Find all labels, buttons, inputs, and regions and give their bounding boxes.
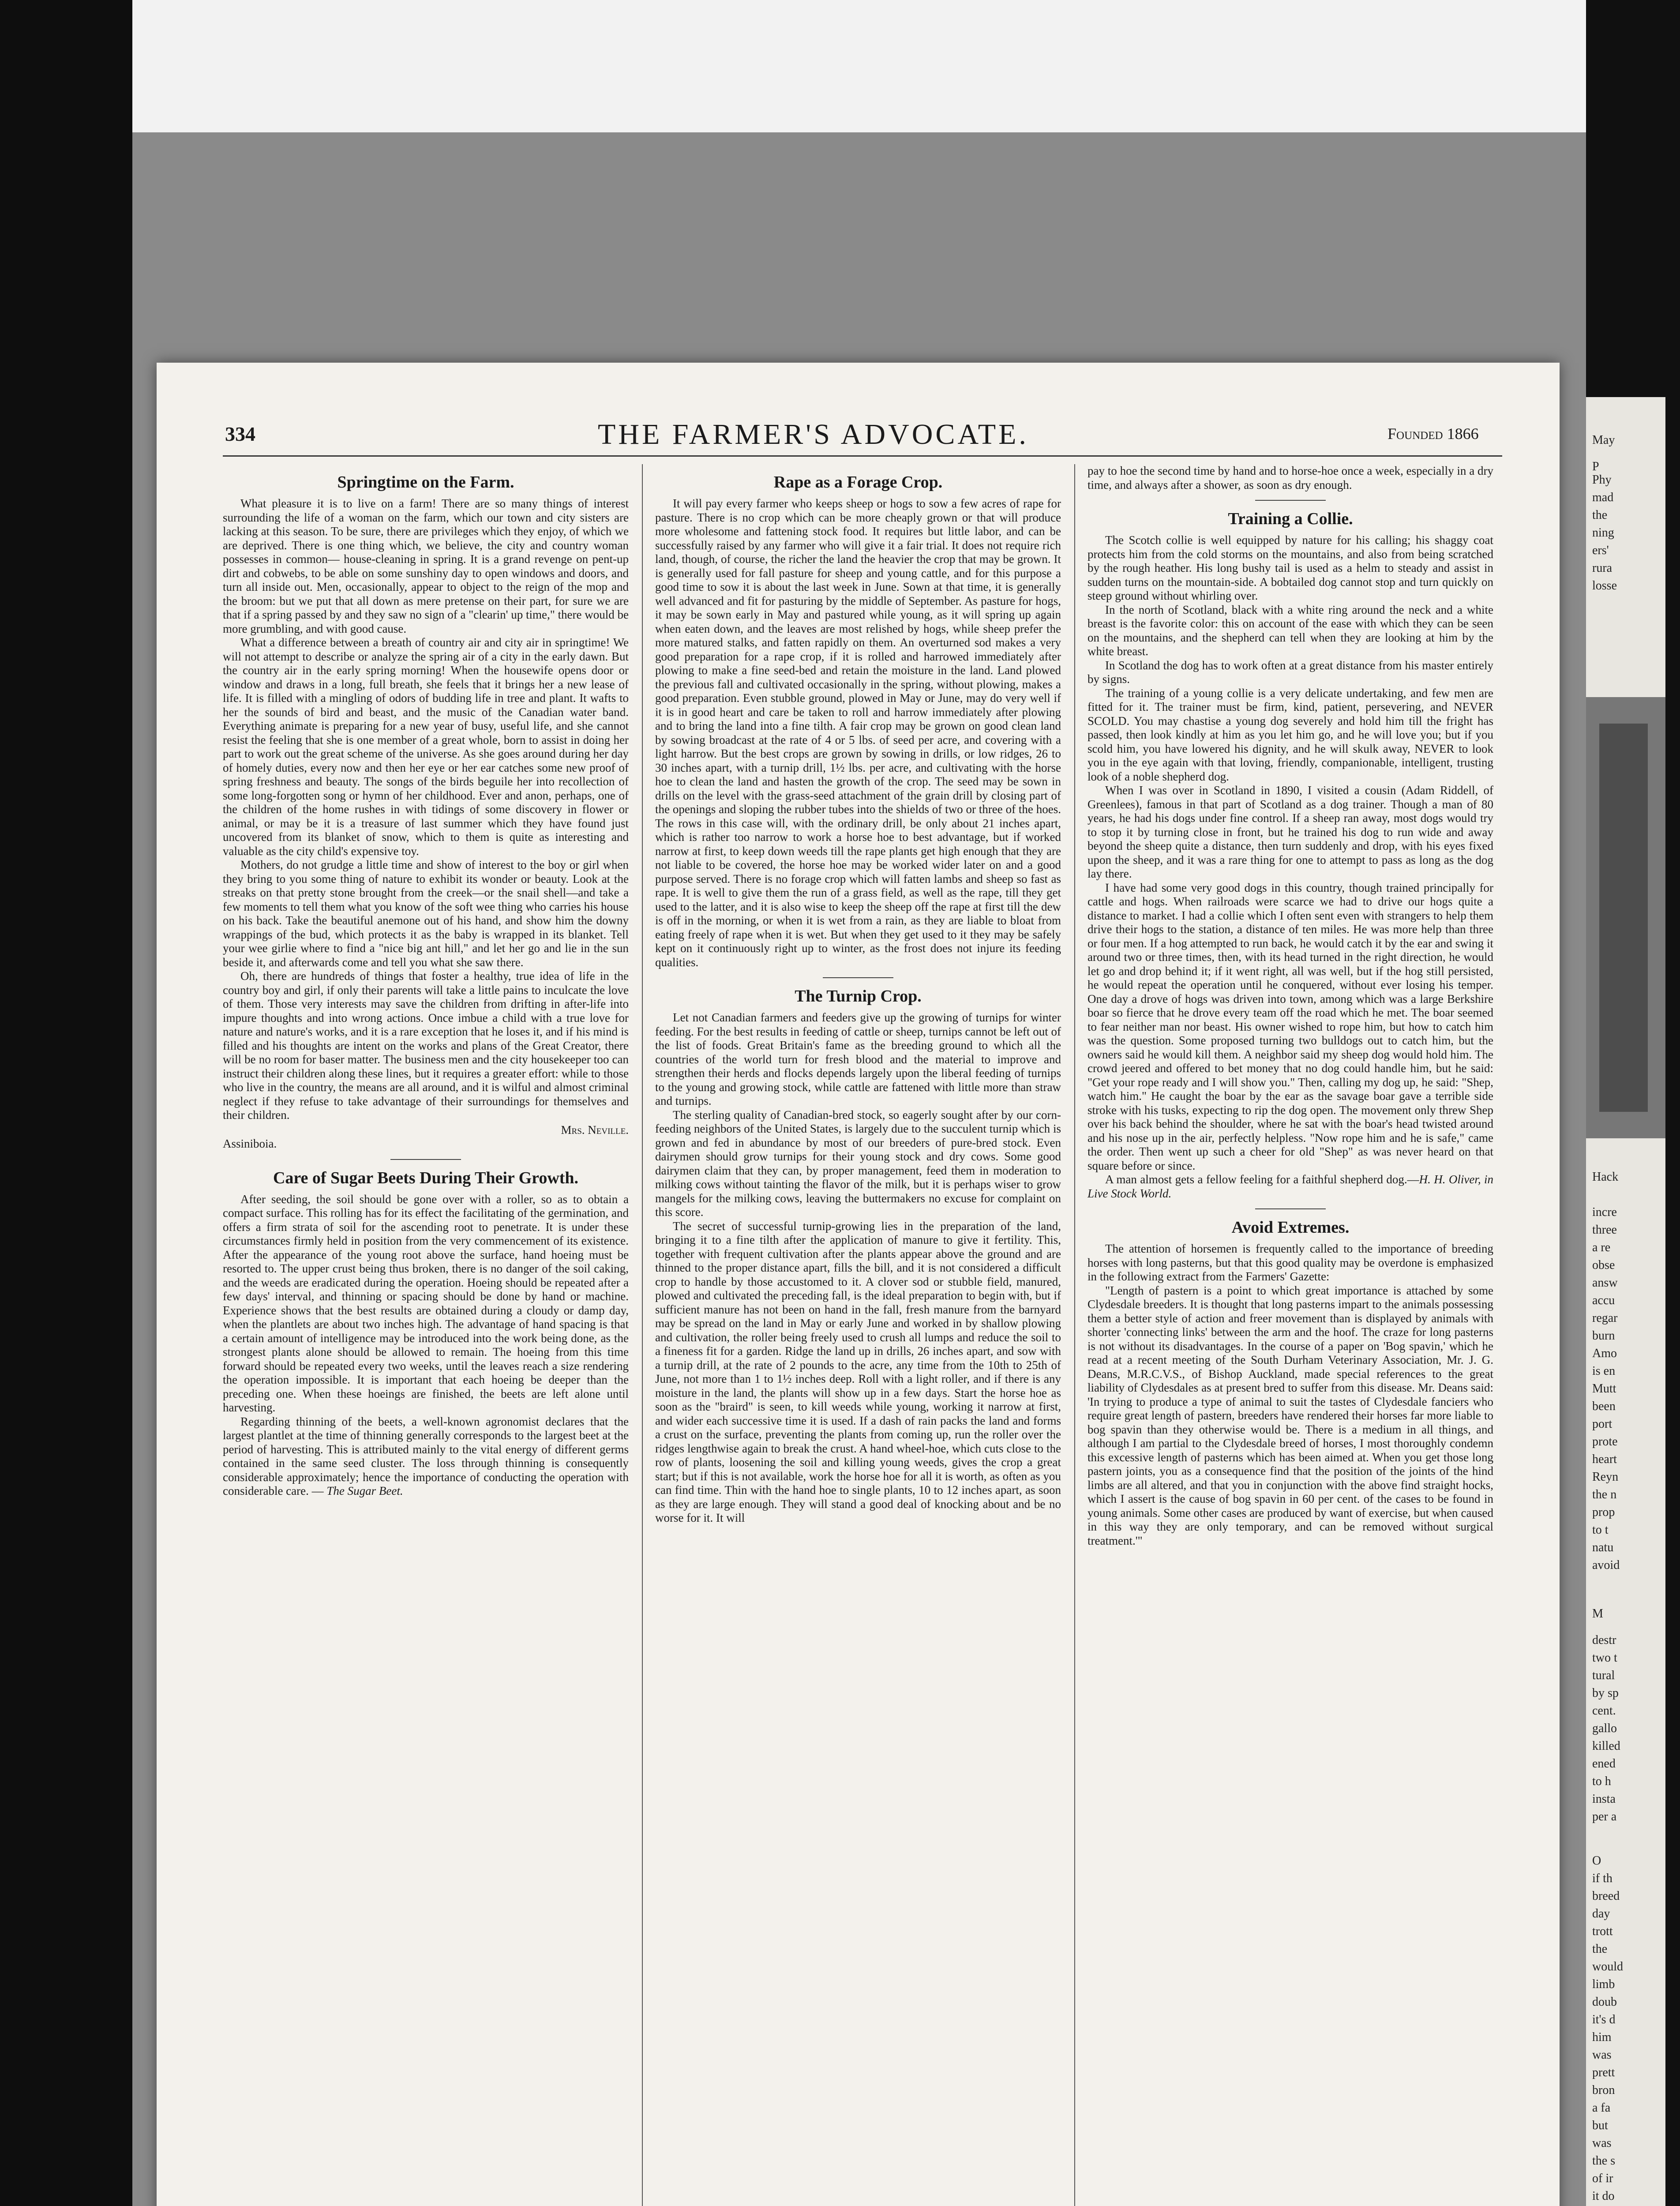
paragraph: Let not Canadian farmers and feeders give up the growing of turnips for winter feeding. For the best results in feeding of cattle or sheep, turnips cannot be left out of the list of foods. Great Britain's fame as the breeding ground to which all the countries of the world turn for fresh blood and the material to improve and strengthen their herds and flocks depends largely upon the liberal feeding of turnips to the young and growing stock, while cattle are fattened with little more than straw and turnips.	[655, 1011, 1061, 1107]
founded-note: Founded 1866	[1388, 425, 1479, 443]
article-title-rape: Rape as a Forage Crop.	[773, 473, 943, 491]
adjacent-page-fragment: O	[1592, 1854, 1601, 1868]
adjacent-page-fragment: mad	[1592, 491, 1614, 504]
adjacent-page-fragment: a re	[1592, 1241, 1611, 1254]
adjacent-page-fragment: but	[1592, 2119, 1608, 2132]
paragraph: The Scotch collie is well equipped by nature for his calling; his shaggy coat protects him from the cold storms on the mountains, and also from being scratched by the rough heather. His long bushy tail is used as a helm to steady and assist in sudden turns on the mountain-side. A bobtailed dog cannot stop and turn quickly on steep ground without whirling over.	[1088, 533, 1493, 602]
adjacent-page-fragment: ened	[1592, 1757, 1616, 1771]
adjacent-page-fragment: ers'	[1592, 544, 1609, 557]
article-divider	[823, 977, 893, 978]
article-title-sugar-beets: Care of Sugar Beets During Their Growth.	[273, 1168, 579, 1187]
journal-title: THE FARMER'S ADVOCATE.	[598, 418, 1029, 450]
adjacent-page-fragment: tural	[1592, 1669, 1615, 1682]
adjacent-page-fragment: the	[1592, 1942, 1608, 1956]
adjacent-page-photo	[1586, 697, 1665, 1138]
film-edge-left	[0, 0, 132, 2206]
paragraph: After seeding, the soil should be gone over with a roller, so as to obtain a compact surface. This rolling has for its effect the facilitating of the germination, and offers a firm strata of soil for the ascending root to penetrate. It is under these circumstances firmly held in position from the very commencement of its existence. After the appearance of the young root above the surface, hand hoeing must be resorted to. The upper crust being thus broken, there is no danger of the soil caking, and the weeds are eradicated during the operation. Hoeing should be repeated after a few days' interval, and thinning or spacing should be done by hand or machine. Experience shows that the best results are obtained during a cloudy or damp day, when the plantlets are about two inches high. The advantage of hand spacing is that a certain amount of intelligence may be introduced into the work being done, as the strongest plants alone should be allowed to remain. The hoeing from this time forward should be repeated every two weeks, until the leaves reach a size rendering the operation impossible. It is important that each hoeing be deeper than the preceding one. When these hoeings are finished, the beets are left alone until harvesting.	[223, 1192, 629, 1414]
adjacent-page-fragment: breed	[1592, 1889, 1620, 1903]
column-3	[1088, 464, 1493, 1548]
paragraph: The secret of successful turnip-growing lies in the preparation of the land, bringing it to a fine tilth after the application of manure to give it fertility. This, together with frequent cultivation after the plants appear above the ground and are thinned to the proper distance apart, fills the bill, and it is not considered a difficult crop to handle by those accustomed to it. A clover sod or stubble field, manured, plowed and cultivated the preceding fall, is the ideal preparation to begin with, but if sufficient manure has not been on hand in the fall, fresh manure from the barnyard may be spread on the land in May or early June and worked in by shallow plowing and cultivation, the roller being freely used to crush all lumps and reduce the soil to a fineness fit for a garden. Ridge the land up in drills, 26 inches apart, and sow with a turnip drill, at the rate of 2 pounds to the acre, any time from the 10th to 25th of June, not more than 1 to 1½ inches deep. Roll with a light roller, and if there is any moisture in the land, the plants will show up in a few days. Start the horse hoe as soon as the "braird" is seen, to kill weeds while young, working it narrow at first, and wider each successive time it is used. If a dash of rain packs the land and forms a crust on the surface, preventing the plants from coming up, run the roller over the ridges lengthwise again to break the crust. A hand wheel-hoe, which cuts close to the row of plants, loosening the soil and killing young weeds, gives the crop a great start; but if this is not available, work the horse hoe for all it is worth, as often as you can find time. Thin with the hand hoe to single plants, 10 to 12 inches apart, as soon as they are large enough. They will stand a good deal of knocking about and be no worse for it. It will	[655, 1219, 1061, 1524]
adjacent-page-fragment: the s	[1592, 2154, 1616, 2168]
adjacent-page-fragment: burn	[1592, 1329, 1615, 1343]
paragraph: Oh, there are hundreds of things that foster a healthy, true idea of life in the country boy and girl, if only their parents will take a little pains to inculcate the love of them. Those very interests may save the children from drifting in after-life into impure thoughts and into wrong actions. Once imbue a child with a true love for nature and nature's works, and it is a rare exception that he loses it, and if his mind is filled and his thoughts are intent on the works and plans of the Great Creator, there will be no room for baser matter. The business men and the city housekeeper too can instruct their children along these lines, but it requires a greater effort: while to those who live in the country, the means are all around, and it is wilful and almost criminal neglect if they refuse to take advantage of their surroundings for themselves and their children.	[223, 969, 629, 1122]
adjacent-page-fragment: cent.	[1592, 1704, 1616, 1718]
paragraph: The training of a young collie is a very delicate undertaking, and few men are fitted for it. The trainer must be firm, kind, patient, persevering, and NEVER SCOLD. You may chastise a young dog severely and hold him till the fright has passed, then look kindly at him as you let him go, and he will love you; but if you scold him, you have lowered his dignity, and he will skulk away, NEVER to look you in the eye again with that loving, friendly, companionable, intelligent, trusting look of a noble shepherd dog.	[1088, 686, 1493, 783]
adjacent-page-fragment: if th	[1592, 1872, 1612, 1885]
adjacent-page-fragment: losse	[1592, 579, 1617, 593]
adjacent-page-fragment: incre	[1592, 1205, 1617, 1219]
article-divider	[1255, 500, 1326, 501]
article-title-springtime: Springtime on the Farm.	[337, 473, 514, 491]
adjacent-page-fragment: bron	[1592, 2083, 1615, 2097]
paragraph: I have had some very good dogs in this country, though trained principally for cattle and hogs. When railroads were scarce we had to drive our hogs quite a distance to market. I had a collie which I often sent even with strangers to help them drive their hogs to the station, a distance of ten miles. He was more help than three or four men. If a hog attempted to run back, he would catch it by the ear and swing it around two or three times, then, with its head turned in the right direction, he would let go and drop behind it; if it went right, all was well, but if the hog still persisted, he would repeat the operation until he conquered, without ever losing his temper. One day a drove of hogs was driven into town, among which was a large Berkshire boar so fierce that he drove every team off the road which he met. The boar seemed to fear neither man nor beast. His owner wished to rope him, but how to catch him was the question. Some proposed turning two bulldogs out to catch him, but the owners said he would kill them. A neighbor said my sheep dog would hold him. The crowd jeered and offered to bet money that no dog could handle him, but he said: "Get your rope ready and I will show you." Then, calling my dog up, he said: "Shep, watch him." He caught the boar by the ear as the savage boar gave a terrible side stroke with his tusks, expecting to rip the dog open. The movement only threw Shep over his back behind the shoulder, where he sat with the boar's head twisted around and his nose up in the air, perfectly helpless. "Now rope him and he is safe," came the order. Then went up such a cheer for old "Shep" as was never heard on that square before or since.	[1088, 881, 1493, 1172]
adjacent-page-fragment: Mutt	[1592, 1382, 1616, 1396]
adjacent-page-fragment: Hack	[1592, 1170, 1619, 1184]
paragraph: When I was over in Scotland in 1890, I visited a cousin (Adam Riddell, of Greenlees), famous in that part of Scotland as a dog trainer. Though a man of 80 years, he had his dogs under fine control. If a sheep ran away, most dogs would try to stop it by turning close in front, but he trained his dog to run wide and away beyond the sheep quite a distance, then turn suddenly and drop, with his eyes fixed upon the sheep, and it was a rare thing for one to attempt to pass as long as the dog lay there.	[1088, 784, 1493, 880]
film-top-strip	[132, 0, 1588, 132]
adjacent-page-fragment: a fa	[1592, 2101, 1611, 2115]
adjacent-page-fragment: May	[1592, 433, 1615, 447]
adjacent-page-fragment: P	[1592, 460, 1599, 473]
adjacent-page-fragment: insta	[1592, 1792, 1616, 1806]
adjacent-page-fragment: to t	[1592, 1523, 1609, 1537]
adjacent-page-fragment: is en	[1592, 1364, 1616, 1378]
adjacent-page-fragment: three	[1592, 1223, 1617, 1237]
adjacent-page-fragment: answ	[1592, 1276, 1618, 1290]
paragraph: A man almost gets a fellow feeling for a faithful shepherd dog.—H. H. Oliver, in Live Stock World.	[1088, 1173, 1494, 1200]
article-title-collie: Training a Collie.	[1228, 510, 1353, 528]
adjacent-page-fragment: was	[1592, 2136, 1612, 2150]
paragraph: In Scotland the dog has to work often at a great distance from his master entirely by signs.	[1088, 658, 1493, 686]
paragraph-text: A man almost gets a fellow feeling for a faithful shepherd dog.	[1105, 1173, 1407, 1186]
adjacent-page-fragment: accu	[1592, 1294, 1615, 1307]
adjacent-page-fragment: would	[1592, 1960, 1623, 1973]
adjacent-page-fragment: prop	[1592, 1505, 1615, 1519]
adjacent-page-fragment: Amo	[1592, 1347, 1617, 1360]
adjacent-page-fragment: been	[1592, 1399, 1616, 1413]
adjacent-page-fragment: the	[1592, 508, 1608, 522]
paragraph: The attention of horsemen is frequently called to the importance of breeding horses with long pasterns, but that this good quality may be overdone is emphasized in the following extract from the Farmers' Gazette:	[1088, 1242, 1493, 1283]
newspaper-page	[157, 363, 1560, 2206]
adjacent-page-fragment: killed	[1592, 1739, 1620, 1753]
adjacent-page-fragment: prett	[1592, 2066, 1615, 2079]
paragraph: "Length of pastern is a point to which great importance is attached by some Clydesdale breeders. It is thought that long pasterns impart to the animals possessing them a better style of action and freer movement than is displayed by animals with shorter 'connecting links' between the arm and the hoof. The craze for long pasterns is not without its disadvantages. In the course of a paper on 'Bog spavin,' which he read at a recent meeting of the South Durham Veterinary Association, Mr. J. G. Deans, M.R.C.V.S., of Bishop Auckland, made special references to the great liability of Clydesdales as at present bred to suffer from this disease. Mr. Deans said: 'In trying to produce a type of animal to suit the tastes of Clydesdale fanciers who require great length of pastern, breeders have rendered their horses far more liable to bog spavin than they otherwise would be. There is a medium in all things, and although I am partial to the Clydesdale breed of horses, I most thoroughly condemn this excessive length of pasterns which has been aimed at. When you get those long pastern joints, you as a consequence find that the position of the joints of the hind limbs are all altered, and that you in conjunction with the above find straight hocks, which I assert is the cause of bog spavin in 60 per cent. of the cases to be found in young animals. Some other cases are produced by want of exercise, but when caused in this way they are only temporary, and can be removed without surgical treatment.'"	[1088, 1283, 1493, 1547]
column-rule	[1074, 464, 1075, 2206]
page-number: 334	[225, 423, 255, 445]
adjacent-page-fragment: port	[1592, 1417, 1612, 1431]
signature-place: Assiniboia.	[223, 1137, 277, 1150]
adjacent-page-fragment: day	[1592, 1907, 1610, 1921]
adjacent-page-fragment: M	[1592, 1607, 1603, 1621]
paragraph: Regarding thinning of the beets, a well-known agronomist declares that the largest plantlet at the time of thinning generally corresponds to the largest beet at the period of harvesting. This is attributed mainly to the vital energy of different germs contained in the same seed cluster. The loss through thinning is consequently considerable approximately; hence the importance of conducting the operation with considerable care. — The Sugar Beet.	[223, 1414, 629, 1497]
adjacent-page-fragment: natu	[1592, 1541, 1614, 1554]
paragraph: It will pay every farmer who keeps sheep or hogs to sow a few acres of rape for pasture. There is no crop which can be more cheaply grown or that will produce more wholesome and fattening stock food. It requires but little labor, and can be successfully raised by any farmer who will give it a fair trial. It does not require rich land, though, of course, the richer the land the heavier the crop that may be grown. It is generally used for fall pasture for sheep and young cattle, and for this purpose a good time to sow it is about the last week in June. Sown at that time, it is generally well advanced and fit for pasturing by the middle of September. As pasture for hogs, it may be sown early in May and pastured while young, as it will spring up again when eaten down, and the leaves are most relished by hogs, while sheep prefer the more matured stalks, and fatten rapidly on them. An overturned sod makes a very good preparation for a rape crop, if it is rolled and harrowed immediately after plowing to make a fine seed-bed and retain the moisture in the land. Land plowed the previous fall and cultivated occasionally in the spring, without plowing, makes a good preparation. Even stubble ground, plowed in May or June, may do very well if it is in good heart and care be taken to roll and harrow immediately after plowing and to bring the land into a fine tilth. A fair crop may be grown on good clean land by sowing broadcast at the rate of 4 or 5 lbs. of seed per acre, and covering with a light harrow. But the best crops are grown by sowing in drills, or low ridges, 26 to 30 inches apart, with a turnip drill, 1½ lbs. per acre, and cultivating with the horse hoe to clean the land and hasten the growth of the crop. The seed may be sown in drills on the level with the grass-seed attachment of the grain drill by closing part of the openings and sloping the rubber tubes into the shields of two or three of the hoes. The rows in this case will, with the ordinary drill, be only about 21 inches apart, which is rather too narrow to work a horse hoe to best advantage, but if worked narrow at first, to keep down weeds till the rape plants get high enough that they are not liable to be covered, the horse hoe may be worked wider later on and a good purpose served. There is no forage crop which will fatten lambs and sheep so fast as rape. It is well to give them the run of a grass field, as well as the rape, till they get used to the latter, and it is also wise to keep the sheep off the rape at first till the dew is off in the morning, or when it is wet from a rain, as they are liable to bloat from eating freely of rape when it is wet. But when they get used to it they may be safely kept on it continuously right up to winter, as the frost does not injure its feeding qualities.	[655, 497, 1061, 969]
adjacent-page-fragment: limb	[1592, 1977, 1615, 1991]
adjacent-page-fragment: the n	[1592, 1488, 1617, 1501]
paragraph-continued: pay to hoe the second time by hand and to horse-hoe once a week, especially in a dry time, and always after a shower, as soon as dry enough.	[1088, 464, 1493, 491]
adjacent-page-fragment: avoid	[1592, 1558, 1620, 1572]
source-credit: The Sugar Beet.	[326, 1484, 403, 1497]
adjacent-page-fragment: obse	[1592, 1258, 1615, 1272]
adjacent-page-fragment: prote	[1592, 1435, 1618, 1448]
adjacent-page-fragment: of ir	[1592, 2172, 1613, 2185]
adjacent-page-fragment: rura	[1592, 561, 1612, 575]
adjacent-page-fragment: doub	[1592, 1995, 1617, 2009]
paragraph-text: Regarding thinning of the beets, a well-known agronomist declares that the largest plantlet at the time of thinning generally corresponds to the largest beet at the period of harvesting. This is attributed mainly to the vital energy of different germs contained in the same seed cluster. The loss through thinning is consequently considerable approximately; hence the importance of conducting the operation with considerable care.	[223, 1414, 629, 1497]
article-title-turnip: The Turnip Crop.	[795, 987, 922, 1005]
paragraph: In the north of Scotland, black with a white ring around the neck and a white breast is the favorite color: this on account of the ease with which they can be seen on the mountains, and the shepherd can tell when they are looking at him by the white breast.	[1088, 603, 1493, 658]
header-rule	[223, 455, 1502, 457]
adjacent-page-fragment: to h	[1592, 1775, 1611, 1788]
adjacent-page-fragment: Reyn	[1592, 1470, 1619, 1484]
adjacent-page-fragment: Phy	[1592, 473, 1612, 487]
adjacent-page-fragment: it do	[1592, 2189, 1615, 2203]
adjacent-page-fragment: regar	[1592, 1311, 1618, 1325]
adjacent-page-fragment: per a	[1592, 1810, 1617, 1823]
paragraph: What a difference between a breath of country air and city air in springtime! We will not attempt to describe or analyze the spring air of a city in the early dawn. But the country air in the early spring morning! When the housewife opens door or window and draws in a long, full breath, she feels that it brings her a new lease of life. It is filled with a mingling of odors of budding life in tree and plant. It wafts to her the sounds of bird and beast, and the music of the Canadian water band. Everything animate is preparing for a new year of busy, useful life, and she cannot resist the feeling that she is one member of a great whole, born to assist in doing her part to work out the great scheme of the universe. As she goes around during her day of homely duties, every now and then her eye or her ear catches some new proof of spring freshness and beauty. The songs of the birds beguile her into recollection of some long-forgotten song or hymn of her childhood. Ever and anon, perhaps, one of the children of the home rushes in with tidings of some discovery in flower or animal, or may be it is a treasure of last summer which they have found just uncovered from its blanket of snow, which to them is quite as interesting and valuable as the city child's expensive toy.	[223, 636, 629, 858]
article-divider	[1255, 1208, 1326, 1209]
paragraph: What pleasure it is to live on a farm! There are so many things of interest surrounding the life of a woman on the farm, which our town and city sisters are lacking at this season. To be sure, there are privileges which they enjoy, of which we are deprived. There is one thing which, we believe, the city and country woman possesses in common— house-cleaning in spring. It is a grand revenge on pent-up dirt and cobwebs, to be able on some sunshiny day to open windows and doors, and turn all inside out. Men, occasionally, appear to object to the reign of the mop and the broom: but we put that all down as mere pretense on their part, for sure we are that if a spring passed by and they saw no sign of a "clearin' up time," there would be more grumbling, and with good cause.	[223, 497, 629, 635]
column-1	[223, 464, 629, 1498]
source-credit: H. H. Oliver, in Live Stock World.	[1088, 1173, 1494, 1200]
adjacent-page-fragment: by sp	[1592, 1686, 1619, 1700]
adjacent-page-fragment: destr	[1592, 1633, 1616, 1647]
adjacent-page-fragment: trott	[1592, 1925, 1613, 1938]
adjacent-page-fragment: was	[1592, 2048, 1612, 2062]
adjacent-page-fragment: gallo	[1592, 1722, 1617, 1735]
adjacent-page-fragment: heart	[1592, 1452, 1617, 1466]
paragraph: The sterling quality of Canadian-bred stock, so eagerly sought after by our corn-feeding neighbors of the United States, is largely due to the succulent turnip which is grown and fed in abundance by most of our breeders of pure-bred stock. Even dairymen should grow turnips for their young stock and dry cows. Some good dairymen claim that they can, by proper management, feed them in moderation to milking cows without tainting the flavor of the milk, but it is perhaps wiser to grow mangels for the milking cows, leaving the buttermakers no excuse for complaint on this score.	[655, 1108, 1061, 1219]
column-2	[655, 464, 1061, 1525]
article-title-extremes: Avoid Extremes.	[1231, 1218, 1350, 1237]
adjacent-page-fragment: him	[1592, 2030, 1612, 2044]
adjacent-page-fragment: ning	[1592, 526, 1614, 540]
adjacent-page-fragment: two t	[1592, 1651, 1617, 1665]
adjacent-page-fragment: it's d	[1592, 2013, 1616, 2026]
paragraph: Mothers, do not grudge a little time and show of interest to the boy or girl when they bring to you some thing of nature to exhibit its wonder or beauty. Look at the streaks on that pretty stone brought from the creek—or the snail shell—and take a few moments to tell them what you know of the soft wee thing who carries his house on his back. Take the beautiful anemone out of his hand, and show him the downy wrappings of the bud, which protects it as the baby is wrapped in its blanket. Tell your wee girlie where to find a "nice big ant hill," and let her go and lie in the sun beside it, and afterwards come and tell you what she saw there.	[223, 858, 629, 969]
signature: Mrs. Neville.	[561, 1123, 629, 1137]
adjacent-page	[1586, 397, 1665, 2206]
column-rule	[642, 464, 643, 2206]
article-divider	[390, 1159, 461, 1160]
signature-line	[223, 1123, 629, 1137]
